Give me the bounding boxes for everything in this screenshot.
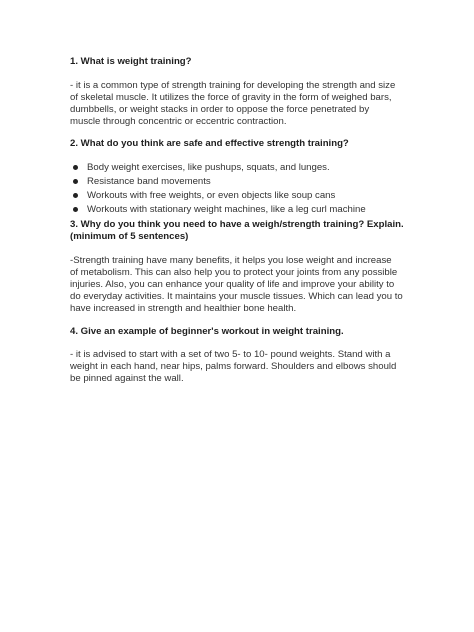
bullet-icon xyxy=(73,165,78,170)
list-item xyxy=(70,160,410,174)
bullet-icon xyxy=(73,193,78,198)
question-3-heading: 3. Why do you think you need to have a weigh/strength training? Explain. (minimum of 5 sentences) xyxy=(70,219,404,242)
list-item-text: Body weight exercises, like pushups, squats, and lunges. xyxy=(87,161,330,173)
question-1-answer: - it is a common type of strength training for developing the strength and size of skeletal muscle. It utilizes the force of gravity in the form of weighed bars, dumbbells, or weight stacks in order to oppose the force penetrated by muscle through concentric or eccentric contraction. xyxy=(70,80,396,127)
question-3-answer: -Strength training have many benefits, it helps you lose weight and increase of metabolism. This can also help you to protect your joints from any possible injuries. Also, you can enhance your quality of life and improve your ability to do everyday activities. It maintains your muscle tissues. Which can lead you to have increased in strength and healthier bone health. xyxy=(70,255,403,314)
question-4-heading: 4. Give an example of beginner's workout in weight training. xyxy=(70,326,344,337)
document-page xyxy=(70,56,410,385)
list-item-text: Workouts with stationary weight machines, like a leg curl machine xyxy=(87,203,366,215)
list-item xyxy=(70,174,410,188)
bullet-icon xyxy=(73,207,78,212)
question-4-answer: - it is advised to start with a set of two 5- to 10- pound weights. Stand with a weight in each hand, near hips, palms forward. Shoulders and elbows should be pinned against the wall. xyxy=(70,349,397,384)
question-2-heading: 2. What do you think are safe and effective strength training? xyxy=(70,138,349,149)
list-item-text: Workouts with free weights, or even objects like soup cans xyxy=(87,189,336,201)
question-1-heading: 1. What is weight training? xyxy=(70,56,192,67)
bullet-icon xyxy=(73,179,78,184)
question-2-bullet-list xyxy=(70,160,410,216)
list-item xyxy=(70,202,410,216)
list-item-text: Resistance band movements xyxy=(87,175,211,187)
list-item xyxy=(70,188,410,202)
